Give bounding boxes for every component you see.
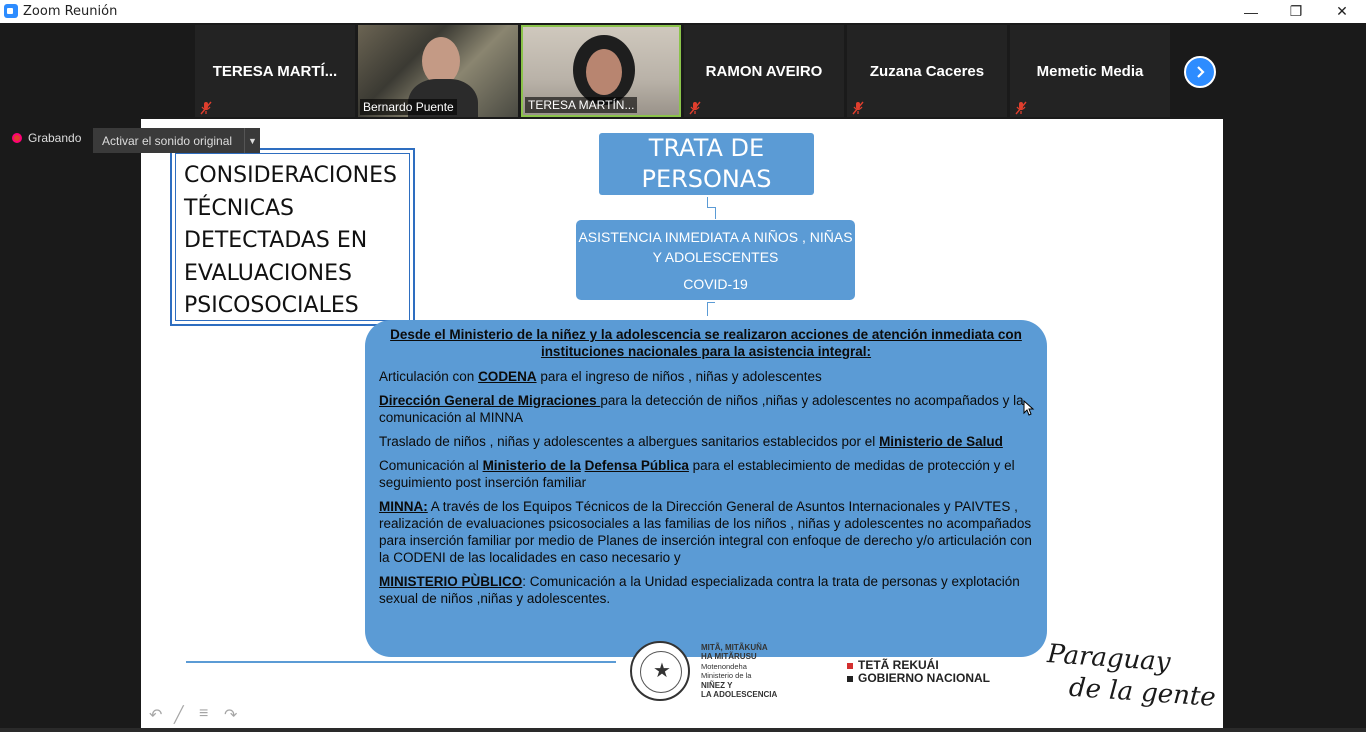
considerations-text: CONSIDERACIONES TÉCNICAS DETECTADAS EN EVALUACIONES PSICOSOCIALES — [175, 153, 410, 321]
participant-strip — [0, 23, 1366, 119]
shared-screen-slide — [141, 119, 1223, 728]
chevron-down-icon[interactable]: ▼ — [244, 128, 260, 153]
republic-seal-icon: ★ — [630, 641, 690, 701]
next-participants-button[interactable] — [1184, 56, 1216, 88]
trata-title-box: TRATA DE PERSONAS — [599, 133, 814, 195]
connector — [707, 207, 715, 208]
action-item: Dirección General de Migraciones para la detección de niños ,niñas y adolescentes no acompañados y la comunicación al MINNA — [379, 393, 1024, 425]
bottom-edge — [0, 728, 1366, 732]
chevron-right-icon — [1193, 65, 1207, 79]
participant-name: TERESA MARTÍ... — [212, 63, 338, 80]
government-logo-text: TETÃ REKUÁI GOBIERNO NACIONAL — [847, 659, 990, 685]
participant-video-tile-active[interactable] — [521, 25, 681, 117]
action-item: Traslado de niños , niñas y adolescentes a albergues sanitarios establecidos por el Ministerio de Salud — [379, 434, 1003, 449]
actions-box — [365, 320, 1047, 657]
menu-icon[interactable]: ≡ — [199, 705, 209, 722]
close-button[interactable]: ✕ — [1336, 3, 1348, 19]
zoom-app-icon — [4, 4, 18, 18]
actions-heading: Desde el Ministerio de la niñez y la adolescencia se realizaron acciones de atención inmediata con instituciones nacionales para la asistencia integral: — [390, 327, 1022, 359]
connector — [715, 207, 716, 219]
paraguay-slogan: Paraguay de la gente — [1046, 639, 1217, 713]
footer-divider — [186, 661, 616, 663]
action-item: MINISTERIO PÙBLICO: Comunicación a la Unidad especializada contra la trata de personas y explotación sexual de niños ,niñas y adolescentes. — [379, 574, 1020, 606]
participant-tile[interactable] — [684, 25, 844, 117]
participant-name: Memetic Media — [1036, 63, 1144, 80]
participant-name: Zuzana Caceres — [869, 63, 985, 80]
participant-tile[interactable] — [1010, 25, 1170, 117]
action-item: MINNA: A través de los Equipos Técnicos de la Dirección General de Asuntos Internacionales y PAIVTES , realización de evaluaciones psicosociales a las familias de los niños , niñas y adolescentes no acompañados para inserción familiar por medio de Planes de inserción integral con enfoque de derecho y/o articulación con la CODENI de las localidades en caso necesario y — [379, 499, 1032, 565]
recording-dot-icon — [12, 133, 22, 143]
connector — [707, 302, 715, 303]
title-bar — [0, 0, 1366, 23]
muted-mic-icon — [199, 101, 213, 115]
muted-mic-icon — [851, 101, 865, 115]
mouse-cursor-icon — [1023, 400, 1035, 416]
back-arrow-icon[interactable]: ↶ — [149, 707, 163, 724]
restore-button[interactable]: ❐ — [1289, 3, 1303, 19]
recording-indicator[interactable] — [12, 131, 81, 145]
original-sound-button[interactable] — [93, 128, 260, 153]
recording-label: Grabando — [28, 131, 82, 145]
participant-label: Bernardo Puente — [360, 99, 457, 115]
participant-label: TERESA MARTÍN... — [525, 97, 637, 113]
participant-name: RAMON AVEIRO — [705, 63, 823, 80]
original-sound-label: Activar el sonido original — [102, 133, 233, 148]
window-title: Zoom Reunión — [23, 4, 118, 19]
participant-tile[interactable] — [847, 25, 1007, 117]
muted-mic-icon — [1014, 101, 1028, 115]
pen-icon[interactable]: ╱ — [174, 707, 184, 724]
slide-toolbar — [149, 705, 238, 724]
connector — [707, 197, 708, 207]
considerations-box — [170, 148, 415, 326]
action-item: Comunicación al Ministerio de la Defensa Pública para el establecimiento de medidas de protección y el seguimiento post inserción familiar — [379, 458, 1015, 490]
participant-tile[interactable] — [195, 25, 355, 117]
action-item: Articulación con CODENA para el ingreso de niños , niñas y adolescentes — [379, 369, 822, 384]
participant-video-tile[interactable] — [358, 25, 518, 117]
minimize-button[interactable]: — — [1244, 3, 1258, 20]
asistencia-text: ASISTENCIA INMEDIATA A NIÑOS , NIÑAS Y ADOLESCENTES — [578, 229, 853, 265]
asistencia-box — [576, 220, 855, 300]
muted-mic-icon — [688, 101, 702, 115]
ministry-logo-text: MITÃ, MITÃKUÑA HA MITÃRUSU Motenondeha Ministerio de la NIÑEZ Y LA ADOLESCENCIA — [701, 643, 778, 700]
connector — [707, 302, 708, 316]
forward-arrow-icon[interactable]: ↷ — [224, 707, 238, 724]
covid-text: COVID-19 — [683, 276, 748, 292]
